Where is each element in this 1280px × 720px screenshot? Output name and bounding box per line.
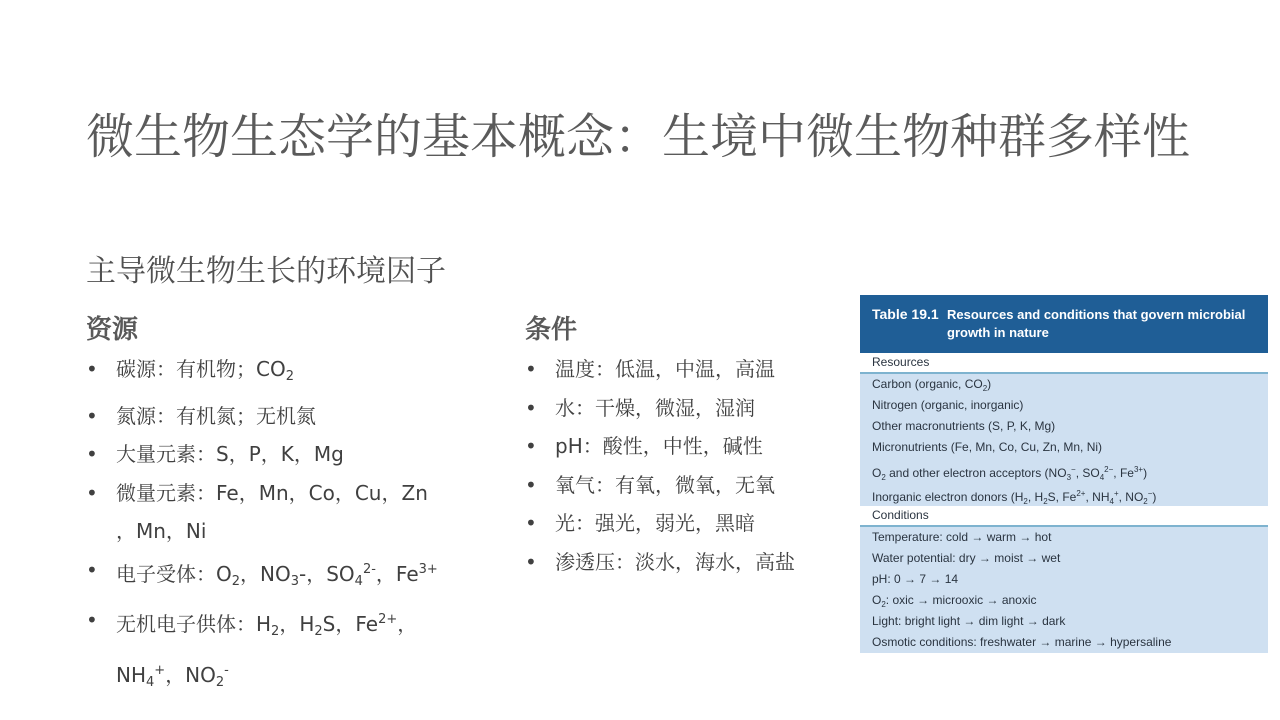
bullet: •	[525, 357, 537, 381]
conditions-list	[525, 350, 845, 581]
table-row: $O_2$ and other electron acceptors ($NO_3^-$, $SO_4^{2-}$, $Fe^{3+}$)	[872, 465, 1148, 482]
table-section-resources: Resources	[860, 353, 1268, 374]
bullet: •	[86, 557, 98, 582]
list-item: • 温度：低温，中温，高温	[525, 350, 845, 389]
list-item: • 水：干燥，微湿，湿润	[525, 389, 845, 428]
table-row: Inorganic electron donors ($H_2$, $H_2S$, $Fe^{2+}$, $NH_4^+$, $NO_2^-$)	[872, 489, 1157, 506]
list-item: • 光：强光，弱光，黑暗	[525, 504, 845, 543]
table-header	[860, 295, 1268, 353]
table-row: Temperature: cold → warm → hot	[872, 530, 1052, 544]
bullet: •	[525, 549, 537, 574]
table-row: Carbon (organic, $CO_2$)	[872, 377, 992, 393]
table-row: Water potential: dry → moist → wet	[872, 551, 1061, 565]
bullet: •	[525, 434, 537, 458]
bullet: •	[525, 472, 537, 497]
bullet: •	[86, 480, 98, 505]
table-row: Light: bright light → dim light → dark	[872, 614, 1066, 628]
table-row: Osmotic conditions: freshwater → marine → hypersaline	[872, 635, 1172, 649]
bullet: •	[86, 403, 98, 428]
bullet: •	[86, 442, 98, 466]
conditions-heading: 条件	[525, 315, 578, 345]
table-caption: Resources and conditions that govern microbial growth in nature	[947, 307, 1246, 340]
bullet: •	[86, 357, 98, 381]
slide-subtitle: 主导微生物生长的环境因子	[86, 254, 446, 289]
table-section-conditions: Conditions	[860, 506, 1268, 527]
table-row: Micronutrients (Fe, Mn, Co, Cu, Zn, Mn, Ni)	[872, 440, 1103, 454]
list-item: • 氮源：有机氮；无机氮	[86, 397, 486, 436]
list-item: • 微量元素：Fe，Mn，Co，Cu，Zn ，Mn，Ni	[86, 474, 486, 551]
list-item: • pH：酸性，中性，碱性	[525, 427, 845, 466]
list-item: • 碳源：有机物；$CO_2$	[86, 350, 486, 397]
list-item: • 电子受体：$O_2$，$NO_3-$，$SO_4^{2-}$，$Fe^{3+}$	[86, 551, 486, 602]
bullet: •	[86, 608, 98, 632]
bullet: •	[525, 395, 537, 420]
resources-heading: 资源	[86, 315, 139, 345]
list-item: • 氧气：有氧，微氧，无氧	[525, 466, 845, 505]
table-row: $O_2$: oxic → microoxic → anoxic	[872, 593, 1037, 609]
bullet: •	[525, 511, 537, 535]
list-item: • 大量元素：S，P，K，Mg	[86, 435, 486, 474]
resources-list	[86, 350, 486, 702]
list-item: • 无机电子供体：$H_2$，$H_2S$，$Fe^{2+}$， $NH_4^+$，$NO_2^-$	[86, 601, 486, 702]
table-row: Nitrogen (organic, inorganic)	[872, 398, 1024, 412]
list-item: • 渗透压：淡水，海水，高盐	[525, 543, 845, 582]
textbook-table	[860, 295, 1268, 653]
table-row: Other macronutrients (S, P, K, Mg)	[872, 419, 1056, 433]
table-number: Table 19.1	[872, 306, 939, 322]
slide-title: 微生物生态学的基本概念：生境中微生物种群多样性	[86, 109, 1191, 165]
table-row: pH: 0 → 7 → 14	[872, 572, 959, 586]
